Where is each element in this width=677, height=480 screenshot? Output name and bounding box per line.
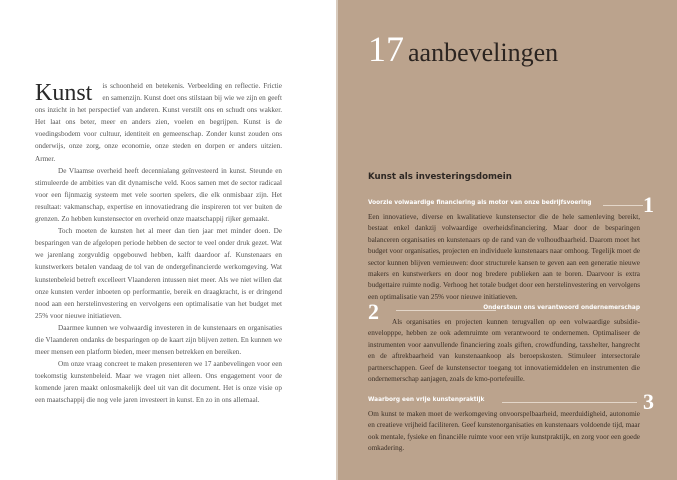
recommendation-body: Een innovatieve, diverse en kwalitatieve kunstensector die de hele samenleving bereikt, bestaat enkel dankzij volwaardige overheidsfinanciering. Maar door de besparingen balanceren organisaties en kunstenaars op de rand van de volhoudbaarheid. Daarom moet het budget voor organisaties, projecten en individuele kunstenaars naar omhoog. Tegelijk moet de sector kunnen blijven vernieuwen: door structurele kansen te geven aan een generatie nieuwe makers en kunstwerkers en door nog bredere publieken aan te boren. Daarvoor is extra budgettaire ruimte nodig. Verhoog het totale budget door een herstelinvestering en vervolgens een optimalisatie van 25% voor nieuwe initiatieven.: [368, 213, 640, 301]
recommendation-3: [368, 389, 654, 455]
title-word: aanbevelingen: [408, 38, 559, 67]
intro-paragraph: [35, 80, 282, 165]
intro-paragraph: Om onze vraag concreet te maken presenteren we 17 aanbevelingen voor een toekomstig kunstenbeleid. Maar we vragen niet alleen. Ons engagement voor de komende jaren maakt onlosmakelijk deel uit van dit document. Het is onze visie op een maatschappij die nog vele jaren investeert in kunst. En zo in ons allemaal.: [35, 360, 282, 405]
recommendation-body: Om kunst te maken moet de werkomgeving onvoorspelbaarheid, meerduidigheid, autonomie en creatieve vrijheid faciliteren. Geef kunstenorganisaties en kunstenaars voldoende tijd, maar ook mentale, fysieke en financiële ruimte voor een vrije kunstpraktijk, en zorg voor een goede omkadering.: [368, 410, 640, 453]
recommendation-2: [368, 299, 640, 385]
intro-paragraph: De Vlaamse overheid heeft decennialang geïnvesteerd in kunst. Steunde en stimuleerde de ambities van dit dynamische veld. Koos samen met de sector radicaal voor een fijnmazig systeem met vele soorten spelers, die elk onmisbaar zijn. Het resultaat: vakmanschap, expertise en innovatiedrang die inspireren tot ver buiten de grenzen. Zo hebben kunstensector en overheid onze maatschappij rijker gemaakt.: [35, 166, 282, 224]
recommendation-1: [368, 192, 654, 303]
recommendation-body: [368, 317, 640, 385]
divider-rule: [502, 402, 637, 403]
recommendation-header: [368, 299, 640, 324]
recommendation-heading: Voorzie volwaardige financiering als motor van onze bedrijfsvoering: [368, 200, 592, 206]
section-heading: Kunst als investeringsdomein: [368, 172, 512, 182]
intro-text: [35, 80, 282, 407]
divider-rule: [603, 205, 643, 206]
recommendation-number: 3: [643, 389, 654, 414]
title-number: 17: [368, 29, 404, 69]
recommendation-number: 1: [643, 192, 654, 217]
page-title: [368, 28, 558, 70]
lead-word: Kunst: [35, 80, 93, 106]
recommendation-heading: Waarborg een vrije kunstenpraktijk: [368, 397, 485, 403]
recommendation-number: 2: [368, 299, 379, 324]
recommendation-header: [368, 389, 654, 414]
recommendation-body-text: Als organisaties en projecten kunnen terugvallen op een volwaardige subsidie-envelopppe, hebben ze ook ademruimte om verantwoord te ondernemen. Optimaliseer de instrumenten voor aanvullende financiering zoals giften, crowdfunding, taxshelter, hangrecht en de aftrekbaarheid van kunstenaankoop als beroepskosten. Stimuleer intersectorale partnerschappen. Geef de kunstensector toegang tot innovatiemiddelen en instrumenten die ondernemerschap aanjagen, zoals de kmo-portefeuille.: [368, 318, 640, 384]
recommendation-header: [368, 192, 654, 217]
divider-rule: [396, 310, 496, 311]
intro-paragraph-text: is schoonheid en betekenis. Verbeelding en reflectie. Frictie en samenzijn. Kunst doet ons stilstaan bij wie we zijn en geeft ons inzicht in het perspectief van anderen. Kunst verstilt ons en schudt ons wakker. Het laat ons beter, meer en anders zien, voelen en begrijpen. Kunst is de voedingsbodem voor cultuur, identiteit en gemeenschap. Zonder kunst zouden ons onderwijs, onze zorg, onze economie, onze steden en dorpen er anders uitzien. Armer.: [35, 82, 282, 163]
recommendation-heading: Ondersteun ons verantwoord ondernemerschap: [483, 305, 640, 311]
intro-paragraph: Daarmee kunnen we volwaardig investeren in de kunstenaars en organisaties die Vlaanderen ondanks de besparingen op de kaart zijn blijven zetten. En kunnen we meer mensen een platform bieden, meer mensen betrekken en bereiken.: [35, 323, 282, 357]
intro-paragraph: Toch moeten de kunsten het al meer dan tien jaar met minder doen. De besparingen van de afgelopen periode hebben de sector te veel onder druk gezet. Wat we jarenlang zorgvuldig opgebouwd hebben, kalft daardoor af. Kunstenaars en kunstwerkers betalen vandaag de tol van de ondergefinancierde werkomgeving. Wat kunstenbeleid betreft excelleert Vlaanderen intussen niet meer. Als we niet willen dat onze kunsten verder inboeten op performantie, bereik en draagkracht, is er dringend nood aan een herstelinvestering en vervolgens een optimalisatie van het budget met 25% voor nieuwe initiatieven.: [35, 227, 282, 320]
